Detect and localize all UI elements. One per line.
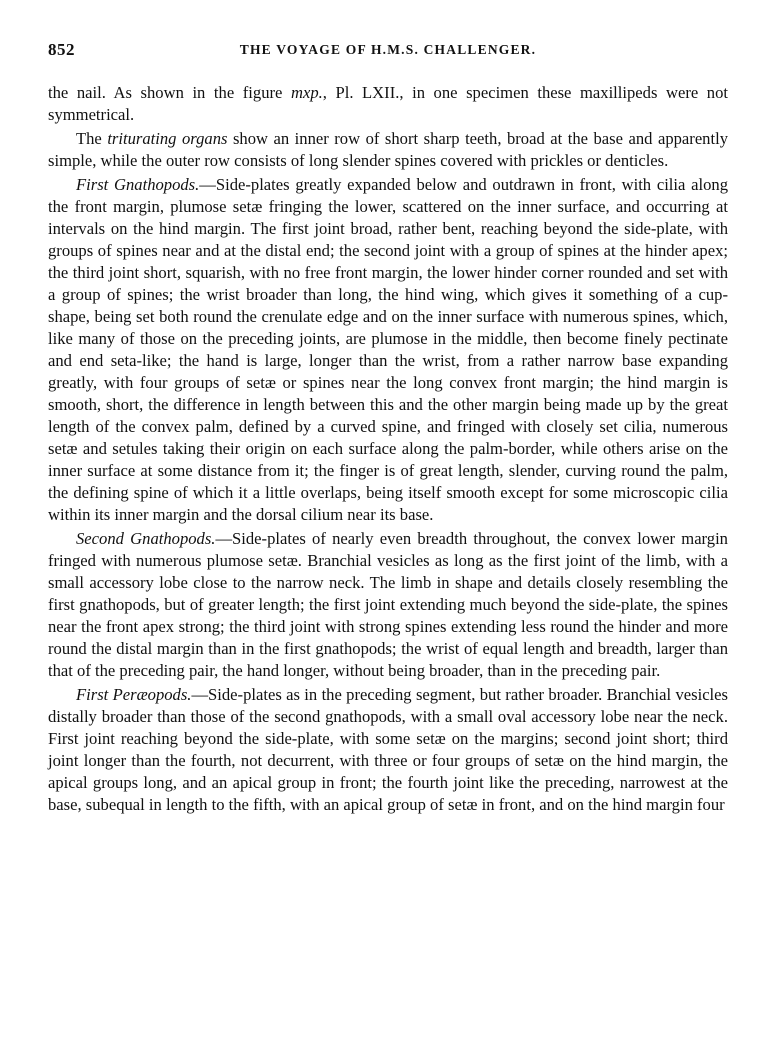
paragraph-text: —Side-plates as in the preceding segment, but rather broader. Branchial vesicles distally broader than those of the second gnathopods, with a small oval accessory lobe near the neck. First joint reaching beyond the side-plate, with some setæ on the margins; second joint short; third joint longer than the fourth, not decurrent, with three or four groups of setæ on the hind margin, the apical groups long, and an apical group in front; the fourth joint like the preceding, narrowest at the base, subequal in length to the fifth, with an apical group of setæ in front, and on the hind margin four bbox=[48, 685, 728, 814]
paragraph-text: , Pl. LXII., in one specimen these maxillipeds were not symmetrical. bbox=[48, 83, 729, 124]
section-heading: Second Gnathopods. bbox=[76, 529, 216, 548]
paragraph-first-peraeopods bbox=[48, 684, 728, 816]
paragraph-text: —Side-plates of nearly even breadth throughout, the convex lower margin fringed with numerous plumose setæ. Branchial vesicles as long as the first joint of the limb, with a small accessory lobe close to the narrow neck. The limb in shape and details closely resembling the first gnathopods, but of greater length; the first joint extending much beyond the side-plate, the spines near the front apex strong; the third joint with strong spines extending less round the hinder and more round the distal margin than in the first gnathopods; the wrist of equal length and breadth, larger than that of the preceding pair, the hand longer, without being broader, than in the preceding pair. bbox=[48, 529, 728, 680]
paragraph-text: The bbox=[76, 129, 108, 148]
section-heading: First Gnathopods. bbox=[76, 175, 200, 194]
figure-reference: mxp. bbox=[290, 83, 323, 102]
paragraph-text: show an inner row of short sharp teeth, broad at the base and apparently simple, while the outer row consists of long slender spines covered with prickles or denticles. bbox=[48, 129, 728, 170]
section-heading: First Peræopods. bbox=[76, 685, 192, 704]
page-number: 852 bbox=[48, 40, 75, 59]
section-term: triturating organs bbox=[107, 129, 228, 148]
page-header bbox=[48, 40, 728, 66]
body-text bbox=[48, 82, 728, 816]
page bbox=[48, 40, 728, 816]
paragraph-second-gnathopods bbox=[48, 528, 728, 682]
paragraph-first-gnathopods bbox=[48, 174, 728, 526]
paragraph-maxillipeds-end bbox=[48, 82, 728, 126]
paragraph-text: —Side-plates greatly expanded below and outdrawn in front, with cilia along the front margin, plumose setæ fringing the lower, scattered on the inner surface, and occurring at intervals on the hind margin. The first joint broad, rather bent, reaching beyond the side-plate, with groups of spines near and at the distal end; the second joint with a group of spines at the hinder apex; the third joint short, squarish, with no free front margin, the lower hinder corner rounded and set with a group of spines; the wrist broader than long, the hind wing, which gives it something of a cup-shape, being set both round the crenulate edge and on the inner surface with numerous spines, which, like many of those on the preceding joints, are plumose in the middle, then become finely pectinate and end seta-like; the hand is large, longer than the wrist, from a rather narrow base expanding greatly, with four groups of setæ or spines near the long convex front margin; the hind margin is smooth, short, the difference in length between this and the other margin being made up by the great length of the convex palm, defined by a curved spine, and fringed with closely set cilia, numerous setæ and setules taking their origin on each surface along the palm-border, while others arise on the inner surface at some distance from it; the finger is of great length, slender, curving round the palm, the defining spine of which it a little overlaps, being itself smooth except for some microscopic cilia within its inner margin and the dorsal cilium near its base. bbox=[48, 175, 728, 524]
running-title: THE VOYAGE OF H.M.S. CHALLENGER. bbox=[239, 42, 537, 57]
paragraph-triturating-organs bbox=[48, 128, 728, 172]
paragraph-text: the nail. As shown in the figure bbox=[48, 83, 291, 102]
